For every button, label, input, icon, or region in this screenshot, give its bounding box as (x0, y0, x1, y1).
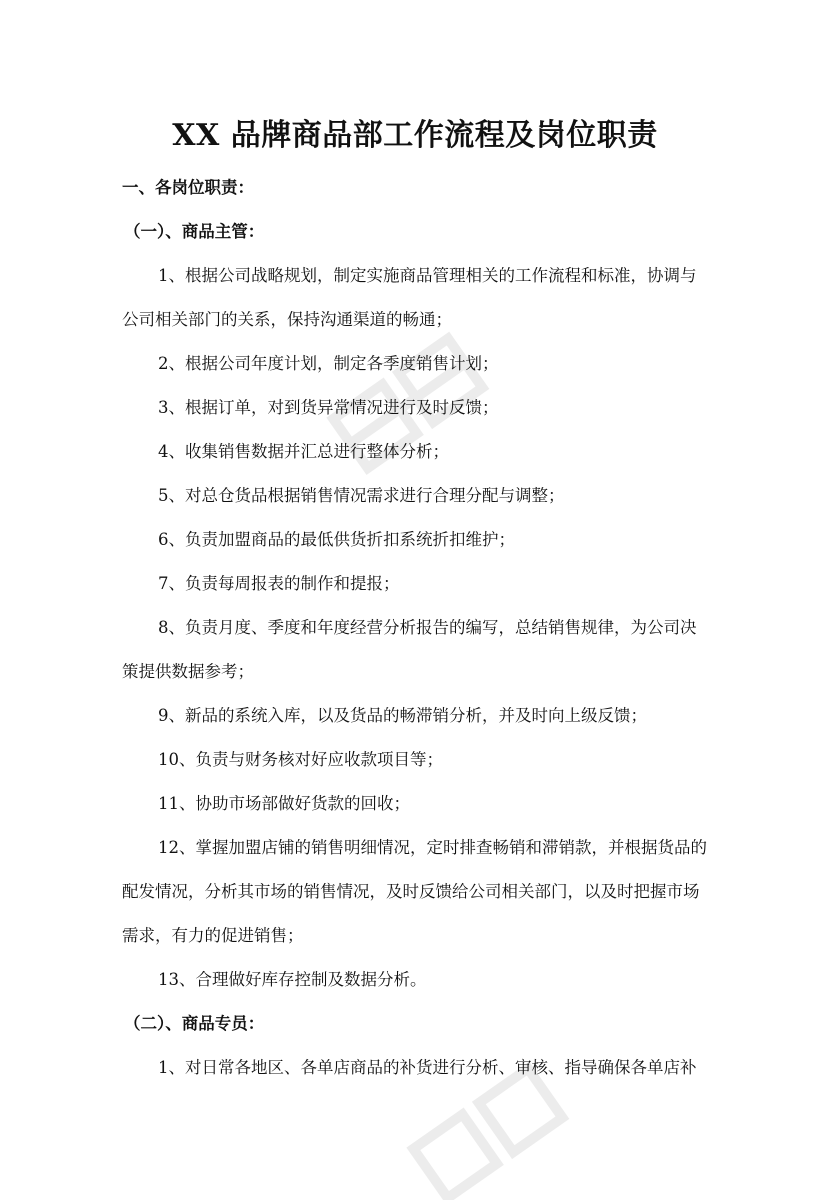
list-item: 10、负责与财务核对好应收款项目等； (158, 750, 443, 769)
subsection-heading: （二）、商品专员： (124, 1014, 265, 1033)
list-item: 5、对总仓货品根据销售情况需求进行合理分配与调整； (158, 486, 565, 505)
list-item: 4、收集销售数据并汇总进行整体分析； (158, 442, 449, 461)
list-item: 9、新品的系统入库，以及货品的畅滞销分析，并及时向上级反馈； (158, 706, 647, 725)
section-heading: 一、各岗位职责： (122, 178, 254, 197)
list-item: 6、负责加盟商品的最低供货折扣系统折扣维护； (158, 530, 515, 549)
list-item-continuation: 公司相关部门的关系，保持沟通渠道的畅通； (122, 310, 452, 329)
list-item: 1、对日常各地区、各单店商品的补货进行分析、审核、指导确保各单店补 (158, 1058, 697, 1077)
list-item-continuation: 策提供数据参考； (122, 662, 254, 681)
list-item: 13、合理做好库存控制及数据分析。 (158, 970, 427, 989)
document-title: XX 品牌商品部工作流程及岗位职责 (172, 118, 658, 153)
list-item: 3、根据订单，对到货异常情况进行及时反馈； (158, 398, 499, 417)
list-item: 7、负责每周报表的制作和提报； (158, 574, 400, 593)
watermark-stamp-icon (380, 1060, 640, 1200)
list-item: 1、根据公司战略规划，制定实施商品管理相关的工作流程和标准，协调与 (158, 266, 697, 285)
list-item: 12、掌握加盟店铺的销售明细情况，定时排查畅销和滞销款，并根据货品的 (158, 838, 707, 857)
list-item: 11、协助市场部做好货款的回收； (158, 794, 410, 813)
list-item-continuation: 配发情况，分析其市场的销售情况，及时反馈给公司相关部门，以及时把握市场 (122, 882, 700, 901)
subsection-heading: （一）、商品主管： (124, 222, 265, 241)
list-item: 8、负责月度、季度和年度经营分析报告的编写，总结销售规律，为公司决 (158, 618, 697, 637)
list-item: 2、根据公司年度计划，制定各季度销售计划； (158, 354, 499, 373)
list-item-continuation: 需求，有力的促进销售； (122, 926, 304, 945)
